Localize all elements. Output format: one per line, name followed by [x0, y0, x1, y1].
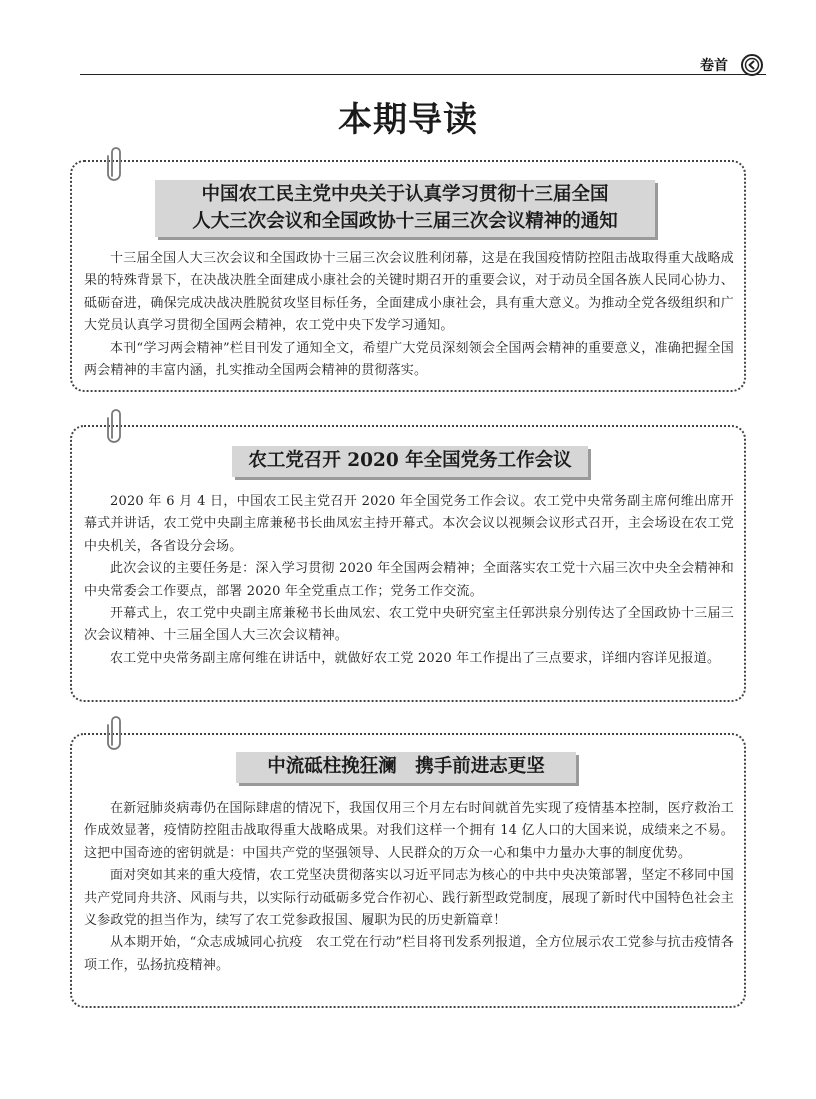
paragraph: 开幕式上，农工党中央副主席兼秘书长曲凤宏、农工党中央研究室主任郭洪泉分别传达了全国政协十三届三次会议精神、十三届全国人大三次会议精神。 — [84, 606, 734, 644]
paragraph: 从本期开始，“众志成城同心抗疫 农工党在行动”栏目将刊发系列报道，全方位展示农工党参与抗击疫情各项工作，弘扬抗疫精神。 — [84, 935, 734, 973]
paperclip-icon — [106, 713, 126, 753]
paragraph: 此次会议的主要任务是：深入学习贯彻 2020 年全国两会精神；全面落实农工党十六届三次中央全会精神和中央常委会工作要点，部署 2020 年全党重点工作；党务工作交流。 — [84, 561, 734, 599]
paragraph: 在新冠肺炎病毒仍在国际肆虐的情况下，我国仅用三个月左右时间就首先实现了疫情基本控制，医疗救治工作成效显著，疫情防控阻击战取得重大战略成果。对我们这样一个拥有 14 亿人口的大国来说，成绩来之不易。这把中国奇迹的密钥就是：中国共产党的坚强领导、人民群众的万众一心和集中力量办大事的制度优势。 — [84, 801, 734, 861]
section-title-line: 人大三次会议和全国政协十三届三次会议精神的通知 — [192, 211, 618, 232]
header-rule — [80, 74, 766, 75]
paperclip-icon — [106, 406, 126, 446]
section-title-banner-2 — [232, 446, 588, 477]
section-label: 卷首 — [700, 58, 728, 74]
section-body-3 — [84, 798, 734, 977]
page-title: 本期导读 — [338, 100, 478, 140]
section-body-1 — [84, 248, 734, 382]
section-title-line: 中流砥柱挽狂澜 携手前进志更坚 — [267, 756, 545, 777]
section-title-banner-1 — [155, 180, 655, 237]
paragraph: 十三届全国人大三次会议和全国政协十三届三次会议胜利闭幕，这是在我国疫情防控阻击战取得重大战略成果的特殊背景下，在决战决胜全面建成小康社会的关键时期召开的重要会议，对于动员全国各族人民同心协力、砥砺奋进，确保完成决战决胜脱贫攻坚目标任务，全面建成小康社会，具有重大意义。为推动全党各级组织和广大党员认真学习贯彻全国两会精神，农工党中央下发学习通知。 — [84, 251, 734, 334]
section-title-line: 农工党召开 2020 年全国党务工作会议 — [248, 450, 572, 471]
paragraph: 本刊“学习两会精神”栏目刊发了通知全文，希望广大党员深刻领会全国两会精神的重要意义，准确把握全国两会精神的丰富内涵，扎实推动全国两会精神的贯彻落实。 — [84, 340, 734, 379]
paragraph: 2020 年 6 月 4 日，中国农工民主党召开 2020 年全国党务工作会议。农工党中央常务副主席何维出席开幕式并讲话，农工党中央副主席兼秘书长曲凤宏主持开幕式。本次会议以视频会议形式召开，主会场设在农工党中央机关，各省设分会场。 — [84, 494, 734, 554]
paragraph: 面对突如其来的重大疫情，农工党坚决贯彻落实以习近平同志为核心的中共中央决策部署，坚定不移同中国共产党同舟共济、风雨与共，以实际行动砥砺多党合作初心、践行新型政党制度，展现了新时代中国特色社会主义参政党的担当作为，续写了农工党参政报国、履职为民的历史新篇章！ — [84, 868, 734, 929]
section-title-banner-3 — [236, 752, 576, 783]
paragraph: 农工党中央常务副主席何维在讲话中，就做好农工党 2020 年工作提出了三点要求，详细内容详见报道。 — [110, 650, 721, 666]
paperclip-icon — [106, 144, 126, 184]
section-title-line: 中国农工民主党中央关于认真学习贯彻十三届全国 — [201, 184, 609, 205]
section-body-2 — [84, 491, 734, 670]
